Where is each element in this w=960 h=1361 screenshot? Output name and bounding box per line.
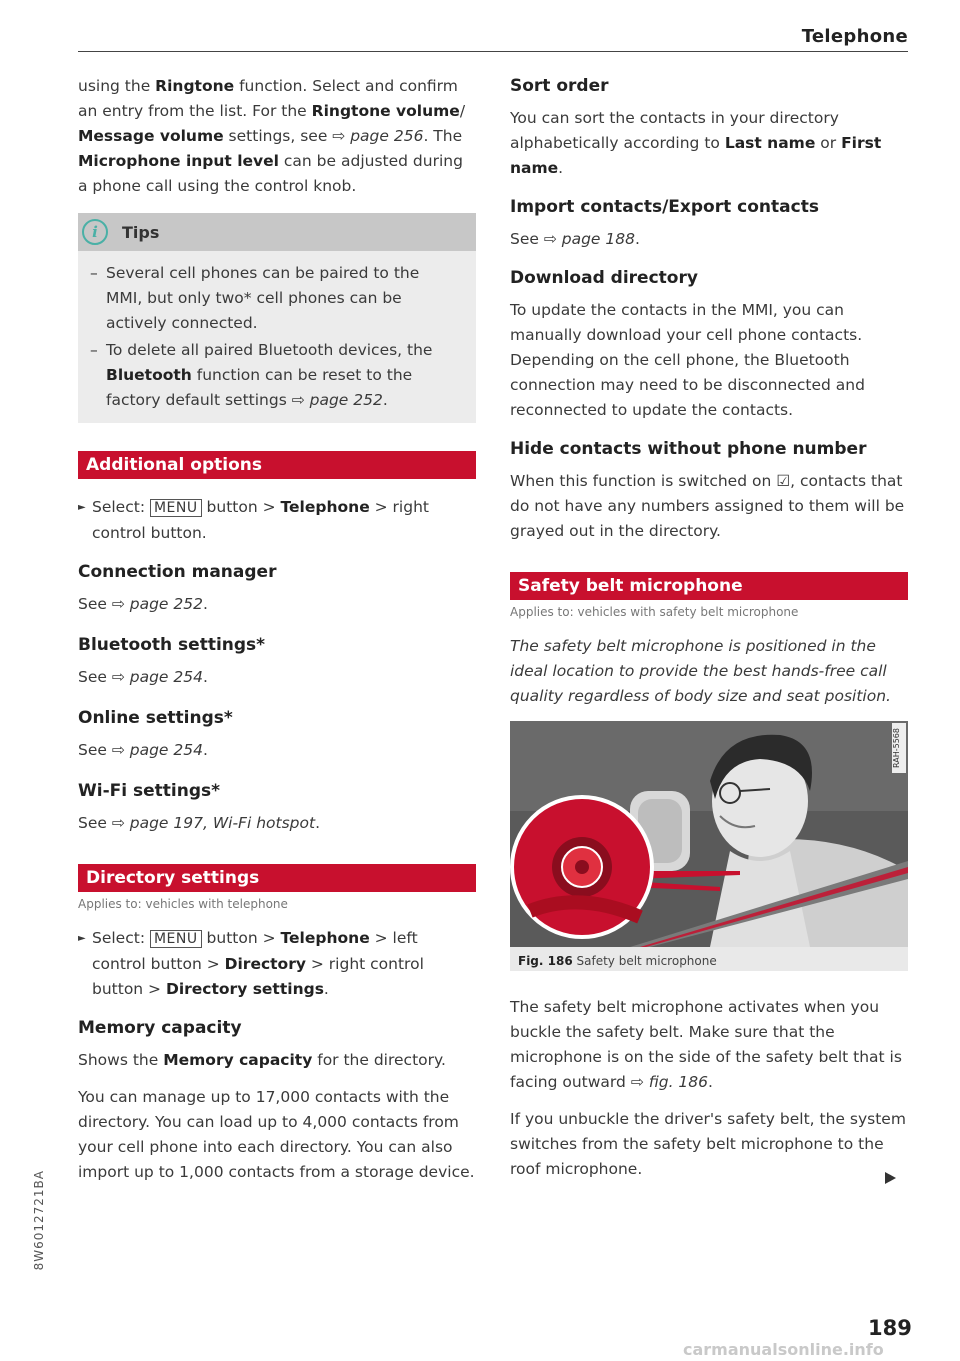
page-link[interactable]: ⇨ page 256 <box>332 127 424 145</box>
page-link[interactable]: ⇨ page 197, Wi-Fi hotspot <box>111 814 316 832</box>
continue-arrow-icon <box>885 1172 896 1184</box>
menu-step: ► Select: MENU button > Telephone > right control button. <box>78 495 476 546</box>
heading-sort-order: Sort order <box>510 76 609 96</box>
page-link[interactable]: ⇨ page 252 <box>111 595 203 613</box>
see-reference: See ⇨ page 252. <box>78 595 208 613</box>
figure-caption: Fig. 186 Safety belt microphone <box>518 954 717 968</box>
section-title-directory-settings: Directory settings <box>78 864 476 892</box>
figure-link[interactable]: ⇨ fig. 186 <box>630 1073 709 1091</box>
figure-code: RAH-5568 <box>892 723 906 773</box>
tips-title: Tips <box>122 222 160 242</box>
intro-paragraph: using the Ringtone function. Select and confirm an entry from the list. For the Ringtone volume/ Message volume settings, see ⇨ page 256. The Microphone input level can be adjusted during a phone call using the control knob. <box>78 77 466 195</box>
belt-paragraph-1: The safety belt microphone activates when you buckle the safety belt. Make sure that the microphone is on the side of the safety belt that is facing outward ⇨ fig. 186. <box>510 998 902 1091</box>
page-link[interactable]: ⇨ page 252 <box>291 391 383 409</box>
heading-hide-contacts: Hide contacts without phone number <box>510 439 867 459</box>
belt-paragraph-2: If you unbuckle the driver's safety belt, the system switches from the safety belt microphone to the roof microphone. <box>510 1107 908 1182</box>
see-reference: See ⇨ page 197, Wi-Fi hotspot. <box>78 814 321 832</box>
applies-to-note: Applies to: vehicles with telephone <box>78 897 288 911</box>
menu-key: MENU <box>150 499 202 517</box>
info-icon: i <box>82 219 108 245</box>
page-link[interactable]: ⇨ page 254 <box>111 668 203 686</box>
section-title-additional-options: Additional options <box>78 451 476 479</box>
tips-item: – Several cell phones can be paired to the MMI, but only two* cell phones can be actively connected. <box>90 261 458 336</box>
figure-illustration <box>510 721 908 947</box>
safety-belt-microphone-illustration <box>510 721 908 947</box>
left-column <box>78 74 476 1197</box>
belt-lead-paragraph: The safety belt microphone is positioned in the ideal location to provide the best hands-free call quality regardless of body size and seat position. <box>510 637 891 705</box>
see-reference: See ⇨ page 254. <box>78 668 208 686</box>
tips-list <box>78 251 476 419</box>
running-header: Telephone <box>801 26 908 47</box>
menu-key: MENU <box>150 930 202 948</box>
menu-step: ► Select: MENU button > Telephone > left control button > Directory > right control button > Directory settings. <box>78 926 476 1002</box>
checkbox-checked-icon: ☑ <box>776 472 791 490</box>
tips-item: – To delete all paired Bluetooth devices, the Bluetooth function can be reset to the factory default settings ⇨ page 252. <box>90 338 458 413</box>
tips-box <box>78 213 476 423</box>
see-reference: See ⇨ page 254. <box>78 741 208 759</box>
hide-paragraph: When this function is switched on ☑, contacts that do not have any numbers assigned to them will be grayed out in the directory. <box>510 472 905 540</box>
download-paragraph: To update the contacts in the MMI, you can manually download your cell phone contacts. Depending on the cell phone, the Bluetooth connection may need to be disconnected and reconnected to update the contacts. <box>510 301 865 419</box>
watermark: carmanualsonline.info <box>683 1340 884 1359</box>
page-number: 189 <box>868 1316 912 1340</box>
right-column <box>510 74 908 1194</box>
heading-bluetooth-settings: Bluetooth settings* <box>78 635 266 655</box>
heading-connection-manager: Connection manager <box>78 562 277 582</box>
see-reference: See ⇨ page 188. <box>510 230 640 248</box>
tips-header <box>78 213 476 251</box>
heading-memory-capacity: Memory capacity <box>78 1018 242 1038</box>
header-rule <box>78 51 908 52</box>
sort-paragraph: You can sort the contacts in your directory alphabetically according to Last name or First name. <box>510 109 882 177</box>
heading-wifi-settings: Wi-Fi settings* <box>78 781 221 801</box>
page-link[interactable]: ⇨ page 188 <box>543 230 635 248</box>
heading-online-settings: Online settings* <box>78 708 233 728</box>
document-code: 8W6012721BA <box>32 1170 46 1271</box>
heading-download-directory: Download directory <box>510 268 698 288</box>
heading-import-export: Import contacts/Export contacts <box>510 197 819 217</box>
page-link[interactable]: ⇨ page 254 <box>111 741 203 759</box>
figure-186 <box>510 721 908 971</box>
section-title-safety-belt-microphone: Safety belt microphone <box>510 572 908 600</box>
memory-paragraph: Shows the Memory capacity for the directory. <box>78 1051 446 1069</box>
memory-details: You can manage up to 17,000 contacts with the directory. You can load up to 4,000 contacts from your cell phone into each directory. You can also import up to 1,000 contacts from a storage device. <box>78 1088 475 1181</box>
applies-to-note: Applies to: vehicles with safety belt microphone <box>510 605 799 619</box>
